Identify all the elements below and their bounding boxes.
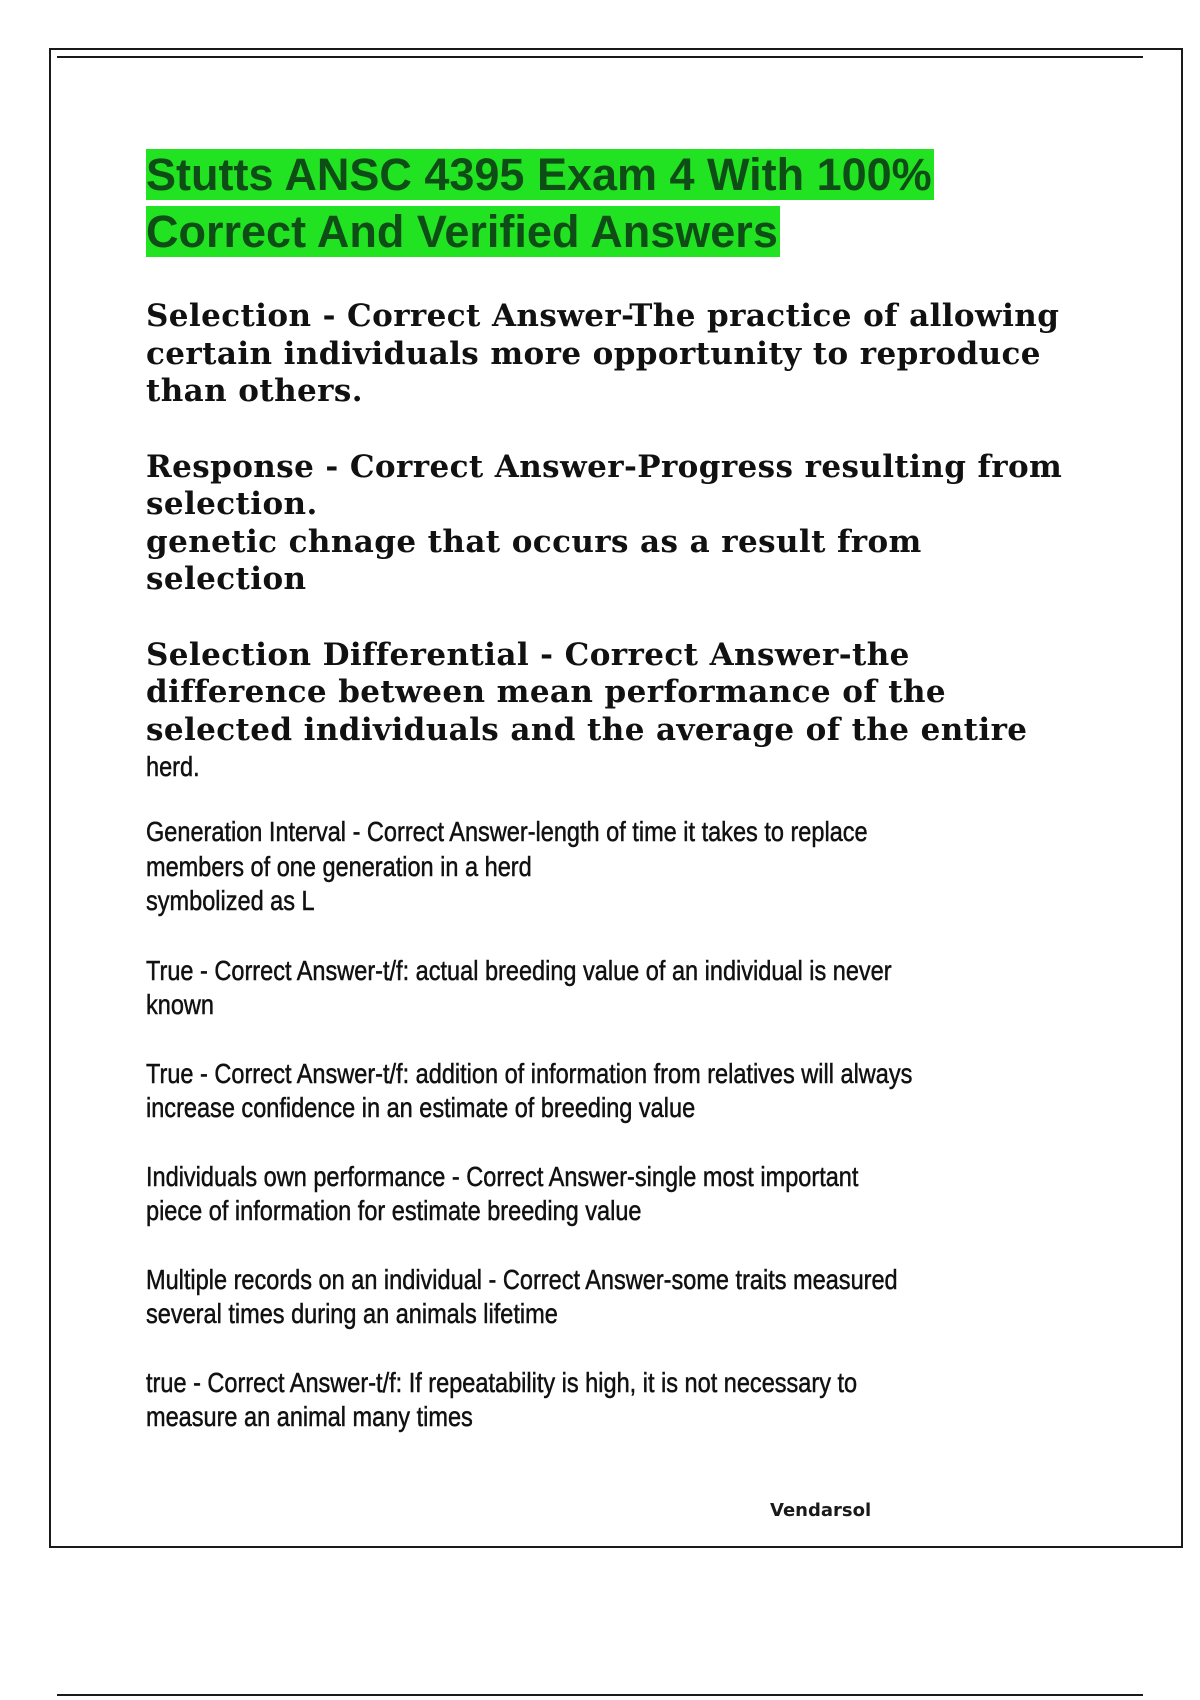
- entry-line: known: [146, 989, 214, 1020]
- qa-entry-response: [146, 449, 1101, 599]
- qa-entry-true-repeatability: [146, 1366, 1104, 1435]
- qa-entry-own-performance: [146, 1160, 1104, 1229]
- entry-line: several times during an animals lifetime: [146, 1298, 558, 1329]
- title-line: Stutts ANSC 4395 Exam 4 With 100%: [146, 149, 932, 200]
- entry-line: true - Correct Answer-t/f: If repeatability is high, it is not necessary to: [146, 1366, 858, 1398]
- entry-line: members of one generation in a herd: [146, 850, 532, 882]
- bottom-rule: [57, 1694, 1143, 1696]
- entry-line: Generation Interval - Correct Answer-length of time it takes to replace: [146, 816, 868, 847]
- entry-line: selection.: [146, 486, 318, 522]
- qa-entry-true-breeding-value: [146, 954, 1104, 1023]
- document-body: [146, 146, 1101, 1435]
- entry-line: Individuals own performance - Correct Answer-single most important: [146, 1160, 859, 1192]
- qa-entry-selection-differential: [146, 637, 1101, 786]
- title-line: Correct And Verified Answers: [146, 206, 778, 257]
- top-rule: [57, 56, 1143, 58]
- footer-credit: Vendarsol: [770, 1500, 872, 1521]
- qa-entry-generation-interval: [146, 815, 1104, 919]
- entry-line: Multiple records on an individual - Correct Answer-some traits measured: [146, 1263, 898, 1295]
- qa-entry-true-relatives: [146, 1057, 1104, 1126]
- entry-line: genetic chnage that occurs as a result from: [146, 523, 922, 560]
- entry-line: symbolized as L: [146, 885, 315, 916]
- entry-line: selection: [146, 561, 307, 597]
- entry-line: Response - Correct Answer-Progress resulting from: [146, 448, 1063, 485]
- entry-line: selected individuals and the average of the entire: [146, 711, 1028, 748]
- entry-line: Selection Differential - Correct Answer-the: [146, 636, 910, 673]
- entry-line: certain individuals more opportunity to reproduce: [146, 335, 1041, 372]
- entry-line: difference between mean performance of the: [146, 674, 947, 710]
- entry-line: increase confidence in an estimate of breeding value: [146, 1092, 696, 1123]
- entry-line: True - Correct Answer-t/f: actual breeding value of an individual is never: [146, 954, 892, 986]
- entry-line: than others.: [146, 373, 363, 409]
- entry-line-tail: herd.: [146, 751, 200, 782]
- document-title: [146, 146, 1101, 260]
- entry-line: measure an animal many times: [146, 1401, 473, 1432]
- qa-entry-selection: [146, 298, 1101, 411]
- qa-entry-multiple-records: [146, 1263, 1104, 1332]
- entry-line: piece of information for estimate breeding value: [146, 1195, 642, 1226]
- entry-line: Selection - Correct Answer-The practice of allowing: [146, 298, 1060, 334]
- entry-line: True - Correct Answer-t/f: addition of information from relatives will always: [146, 1057, 913, 1089]
